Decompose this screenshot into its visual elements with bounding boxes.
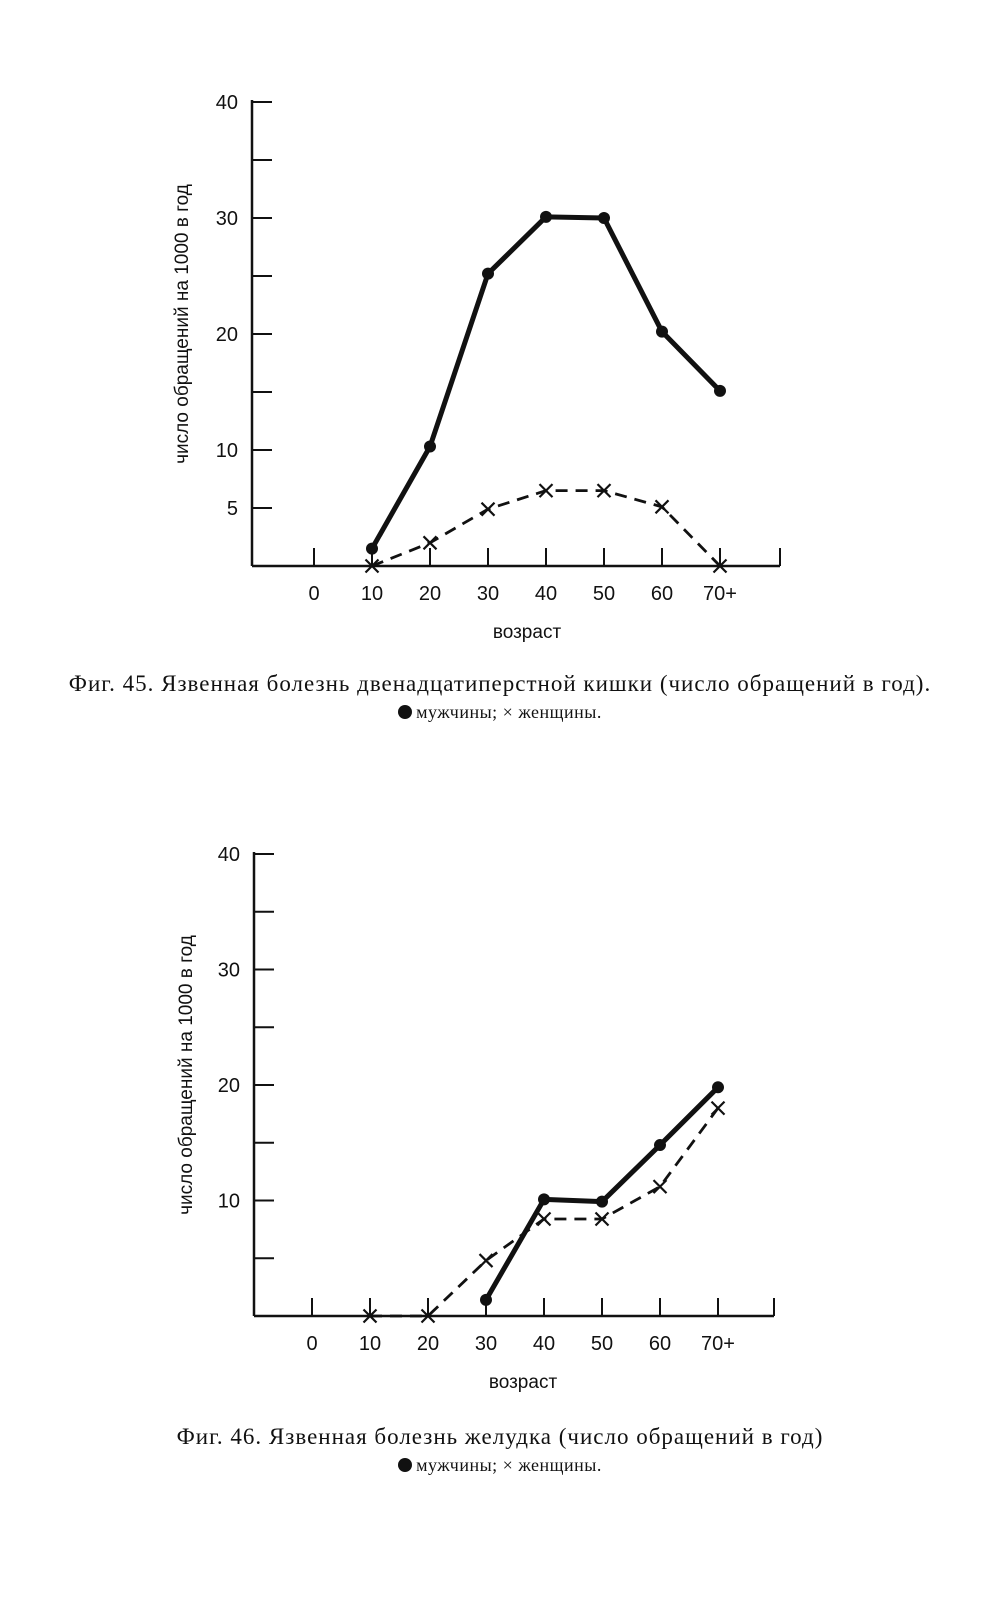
data-point-men [538, 1193, 550, 1205]
y-tick-label: 10 [215, 440, 238, 462]
data-point-women [712, 1102, 725, 1115]
data-point-men [480, 1294, 492, 1306]
x-tick-label: 70+ [701, 1333, 735, 1355]
x-tick-label: 10 [360, 583, 384, 605]
x-axis-title: возраст [492, 622, 562, 643]
x-tick-label: 50 [590, 1333, 614, 1355]
data-point-men [712, 1081, 724, 1093]
caption-46-title: Фиг. 46. Язвенная болезнь желудка (число обращений в год) [176, 1424, 824, 1449]
data-point-women [482, 503, 495, 516]
y-tick-label: 40 [217, 844, 240, 866]
data-point-men [598, 212, 610, 224]
series-line-men [486, 1087, 718, 1300]
x-tick-label: 70+ [703, 583, 737, 605]
legend-dot-icon [398, 1458, 412, 1472]
figure-45 [0, 80, 987, 760]
x-tick-label: 30 [474, 1333, 498, 1355]
y-tick-label: 20 [217, 1075, 240, 1097]
x-tick-label: 40 [532, 1333, 556, 1355]
data-point-men [482, 268, 494, 280]
data-point-men [424, 441, 436, 453]
x-axis-title: возраст [488, 1372, 558, 1393]
x-tick-label: 20 [416, 1333, 440, 1355]
data-point-men [366, 543, 378, 555]
x-tick-label: 50 [592, 583, 616, 605]
x-tick-label: 60 [650, 583, 674, 605]
caption-45-legend [60, 700, 940, 724]
data-point-men [654, 1139, 666, 1151]
caption-46 [60, 1423, 940, 1477]
y-tick-label: 40 [215, 92, 238, 114]
y-tick-label: 5 [226, 498, 238, 520]
y-tick-label: 10 [217, 1190, 240, 1213]
x-tick-label: 10 [358, 1333, 382, 1355]
caption-45-legend-text: мужчины; × женщины. [416, 702, 602, 722]
caption-45-title: Фиг. 45. Язвенная болезнь двенадцатиперстной кишки (число обращений в год). [68, 671, 932, 696]
y-axis-title: число обращений на 1000 в год [172, 184, 193, 464]
y-tick-label: 30 [215, 208, 238, 230]
caption-46-legend [60, 1453, 940, 1477]
x-tick-label: 30 [476, 583, 500, 605]
x-tick-label: 60 [648, 1333, 672, 1355]
x-tick-label: 20 [418, 583, 442, 605]
caption-46-legend-text: мужчины; × женщины. [416, 1455, 602, 1475]
data-point-women [424, 536, 437, 549]
figure-46 [0, 840, 987, 1540]
chart-46 [0, 840, 987, 1420]
data-point-women [654, 1180, 667, 1193]
data-point-men [596, 1196, 608, 1208]
y-axis-title: число обращений на 1000 в год [176, 935, 197, 1215]
x-tick-label: 0 [308, 583, 320, 605]
legend-dot-icon [398, 705, 412, 719]
data-point-men [540, 211, 552, 223]
y-tick-label: 30 [217, 959, 240, 982]
data-point-men [714, 385, 726, 397]
x-tick-label: 0 [306, 1333, 318, 1355]
data-point-women [538, 1212, 551, 1225]
chart-45 [0, 80, 987, 660]
series-line-men [372, 217, 720, 549]
x-tick-label: 40 [534, 583, 558, 605]
caption-45 [60, 670, 940, 724]
data-point-women [480, 1254, 493, 1267]
y-tick-label: 20 [215, 324, 238, 346]
data-point-men [656, 326, 668, 338]
